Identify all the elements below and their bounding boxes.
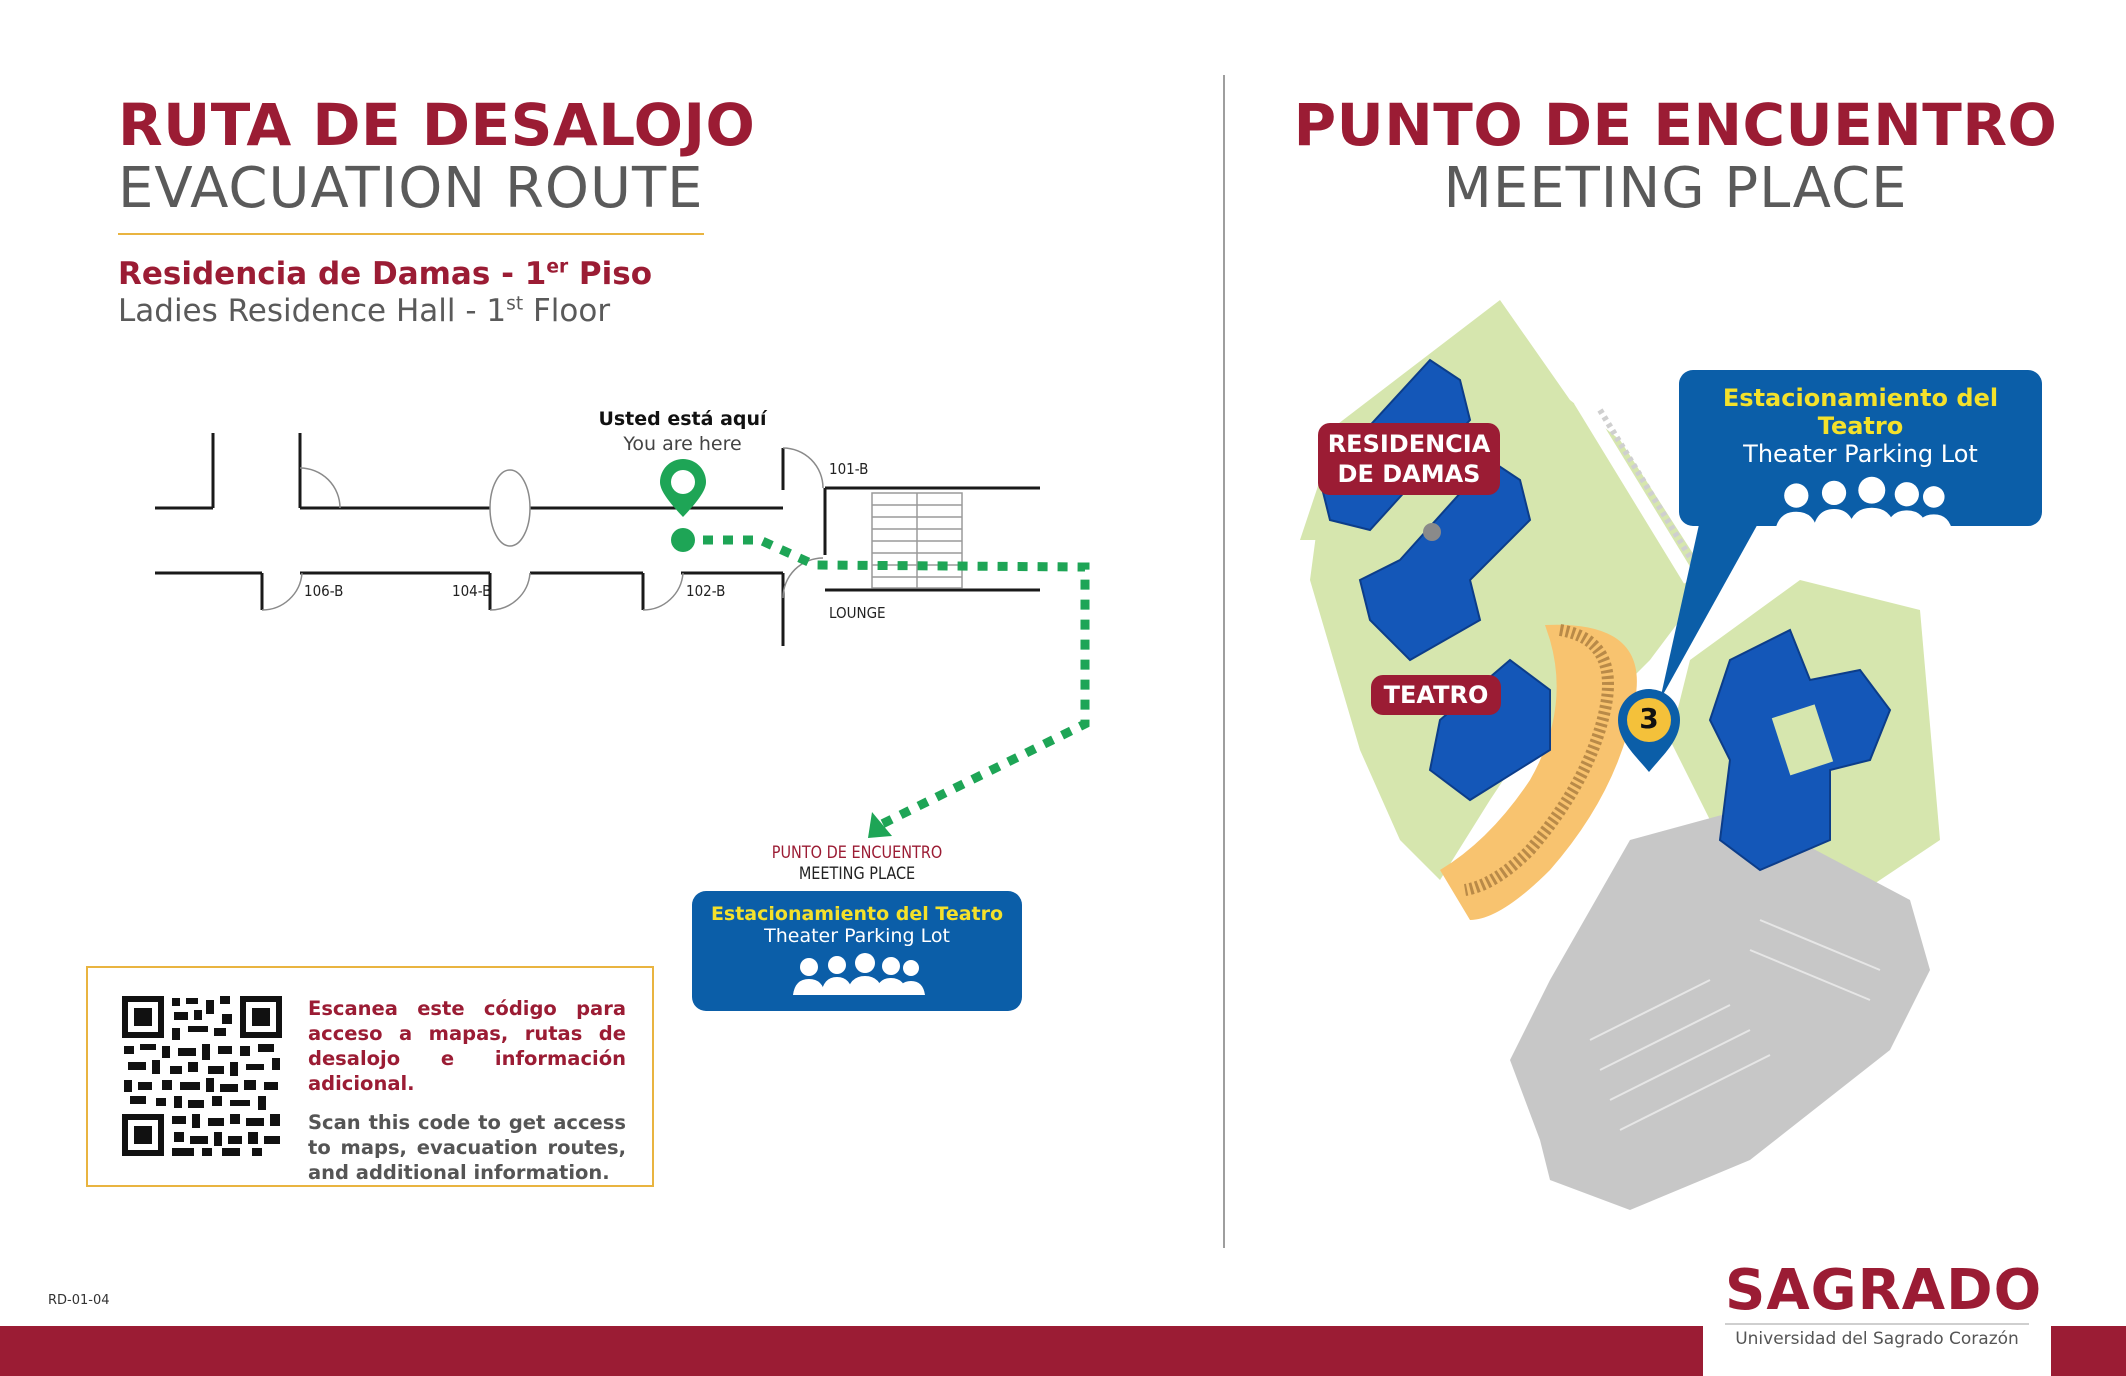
callout-es: Estacionamiento del Teatro — [1722, 384, 1999, 440]
sagrado-logo: SAGRADO — [1725, 1258, 2043, 1323]
qr-instructions — [308, 996, 626, 1185]
panel-divider — [1223, 75, 1225, 1248]
meeting-box-es: Estacionamiento del Teatro — [710, 903, 1004, 925]
room-101b: 101-B — [829, 460, 869, 478]
people-group-icon — [1766, 474, 1956, 536]
footer-bar-right — [2051, 1326, 2126, 1376]
meeting-label-en: MEETING PLACE — [798, 864, 916, 884]
room-106b: 106-B — [304, 582, 344, 600]
location-pin-icon — [657, 462, 709, 522]
meeting-title-es: PUNTO DE ENCUENTRO — [1293, 91, 2058, 159]
callout-en: Theater Parking Lot — [1743, 440, 1978, 468]
qr-text-es: Escanea este código para acceso a mapas, rutas de desalojo e información adicional. — [308, 997, 626, 1095]
meeting-place-box — [692, 891, 1022, 1011]
meeting-label-es: PUNTO DE ENCUENTRO — [771, 843, 943, 863]
callout-pointer — [1660, 520, 1770, 700]
you-are-here-es: Usted está aquí — [598, 408, 767, 430]
logo-rule — [1725, 1323, 2029, 1325]
qr-code-icon[interactable] — [122, 996, 282, 1156]
building-floor-en: Ladies Residence Hall - 1st Floor — [118, 293, 611, 329]
room-lounge: LOUNGE — [829, 604, 886, 622]
qr-text-en: Scan this code to get access to maps, evacuation routes, and additional information. — [308, 1111, 626, 1184]
footer-bar-left — [0, 1326, 1703, 1376]
sagrado-tagline: Universidad del Sagrado Corazón — [1735, 1329, 2019, 1349]
meeting-point-number: 3 — [1639, 702, 1659, 735]
tag-residencia-damas: RESIDENCIA DE DAMAS — [1318, 423, 1500, 495]
meeting-callout — [1679, 370, 2042, 526]
people-group-icon — [787, 951, 927, 997]
document-code: RD-01-04 — [48, 1293, 110, 1308]
evacuation-title-es: RUTA DE DESALOJO — [118, 91, 756, 159]
evacuation-title-en: EVACUATION ROUTE — [118, 156, 704, 221]
meeting-title-en: MEETING PLACE — [1443, 156, 1908, 221]
room-102b: 102-B — [686, 582, 726, 600]
meeting-box-en: Theater Parking Lot — [764, 925, 950, 947]
room-104b: 104-B — [452, 582, 492, 600]
you-are-here-en: You are here — [623, 433, 742, 455]
building-floor-es: Residencia de Damas - 1er Piso — [118, 256, 652, 292]
floor-plan — [0, 0, 1120, 900]
tag-teatro: TEATRO — [1371, 675, 1501, 715]
